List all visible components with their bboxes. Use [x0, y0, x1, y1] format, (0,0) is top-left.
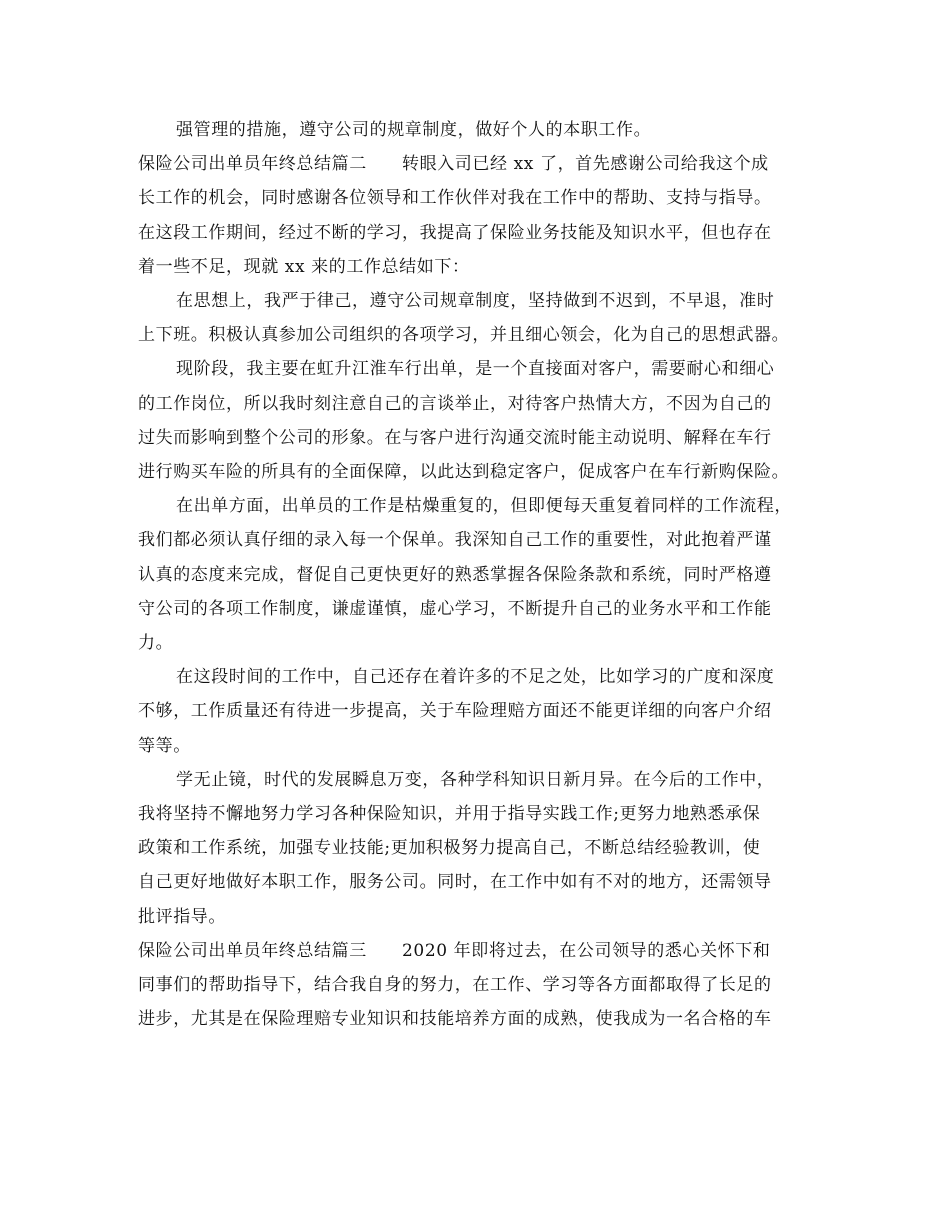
text-line: 强管理的措施，遵守公司的规章制度，做好个人的本职工作。	[176, 120, 652, 140]
text-line: 进步，尤其是在保险理赔专业知识和技能培养方面的成熟，使我成为一名合格的车	[138, 1009, 772, 1030]
text-line: 在这段时间的工作中，自己还存在着许多的不足之处，比如学习的广度和深度	[176, 667, 775, 688]
text-line: 认真的态度来完成，督促自己更快更好的熟悉掌握各保险条款和系统，同时严格遵	[138, 564, 772, 585]
text-line: 的工作岗位，所以我时刻注意自己的言谈举止，对待客户热情大方，不因为自己的	[138, 393, 772, 414]
text-line: 我将坚持不懈地努力学习各种保险知识，并用于指导实践工作;更努力地熟悉承保	[138, 804, 761, 824]
text-line: 在思想上，我严于律己，遵守公司规章制度，坚持做到不迟到，不早退，准时	[176, 291, 775, 311]
text-line: 进行购买车险的所具有的全面保障，以此达到稳定客户，促成客户在车行新购保险。	[138, 462, 790, 482]
text-line: 等等。	[138, 735, 191, 756]
text-line: 自己更好地做好本职工作，服务公司。同时，在工作中如有不对的地方，还需领导	[138, 872, 772, 893]
text-line: 长工作的机会，同时感谢各位领导和工作伙伴对我在工作中的帮助、支持与指导。	[138, 188, 772, 209]
text-line: 上下班。积极认真参加公司组织的各项学习，并且细心领会，化为自己的思想武器。	[138, 325, 790, 346]
text-line: 在出单方面，出单员的工作是枯燥重复的，但即便每天重复着同样的工作流程，	[176, 496, 792, 517]
text-line: 保险公司出单员年终总结篇二 转眼入司已经 xx 了，首先感谢公司给我这个成	[138, 154, 769, 175]
text-line: 守公司的各项工作制度，谦虚谨慎，虚心学习，不断提升自己的业务水平和工作能	[138, 598, 772, 619]
text-line: 我们都必须认真仔细的录入每一个保单。我深知自己工作的重要性，对此抱着严谨	[138, 530, 772, 551]
text-line: 在这段工作期间，经过不断的学习，我提高了保险业务技能及知识水平，但也存在	[138, 222, 772, 243]
text-line: 着一些不足，现就 xx 来的工作总结如下：	[138, 256, 470, 277]
text-line: 学无止镜，时代的发展瞬息万变，各种学科知识日新月异。在今后的工作中，	[176, 769, 775, 790]
text-line: 不够，工作质量还有待进一步提高，关于车险理赔方面还不能更详细的向客户介绍	[138, 701, 772, 722]
text-line: 过失而影响到整个公司的形象。在与客户进行沟通交流时能主动说明、解释在车行	[138, 427, 772, 448]
text-line: 同事们的帮助指导下，结合我自身的努力，在工作、学习等各方面都取得了长足的	[138, 975, 772, 995]
text-line: 批评指导。	[138, 906, 226, 927]
text-line: 力。	[138, 633, 174, 653]
text-line: 现阶段，我主要在虹升江淮车行出单，是一个直接面对客户，需要耐心和细心	[176, 359, 775, 380]
text-line: 政策和工作系统，加强专业技能;更加积极努力提高自己，不断总结经验教训，使	[138, 838, 761, 859]
text-line: 保险公司出单员年终总结篇三 2020 年即将过去，在公司领导的悉心关怀下和	[138, 940, 771, 961]
